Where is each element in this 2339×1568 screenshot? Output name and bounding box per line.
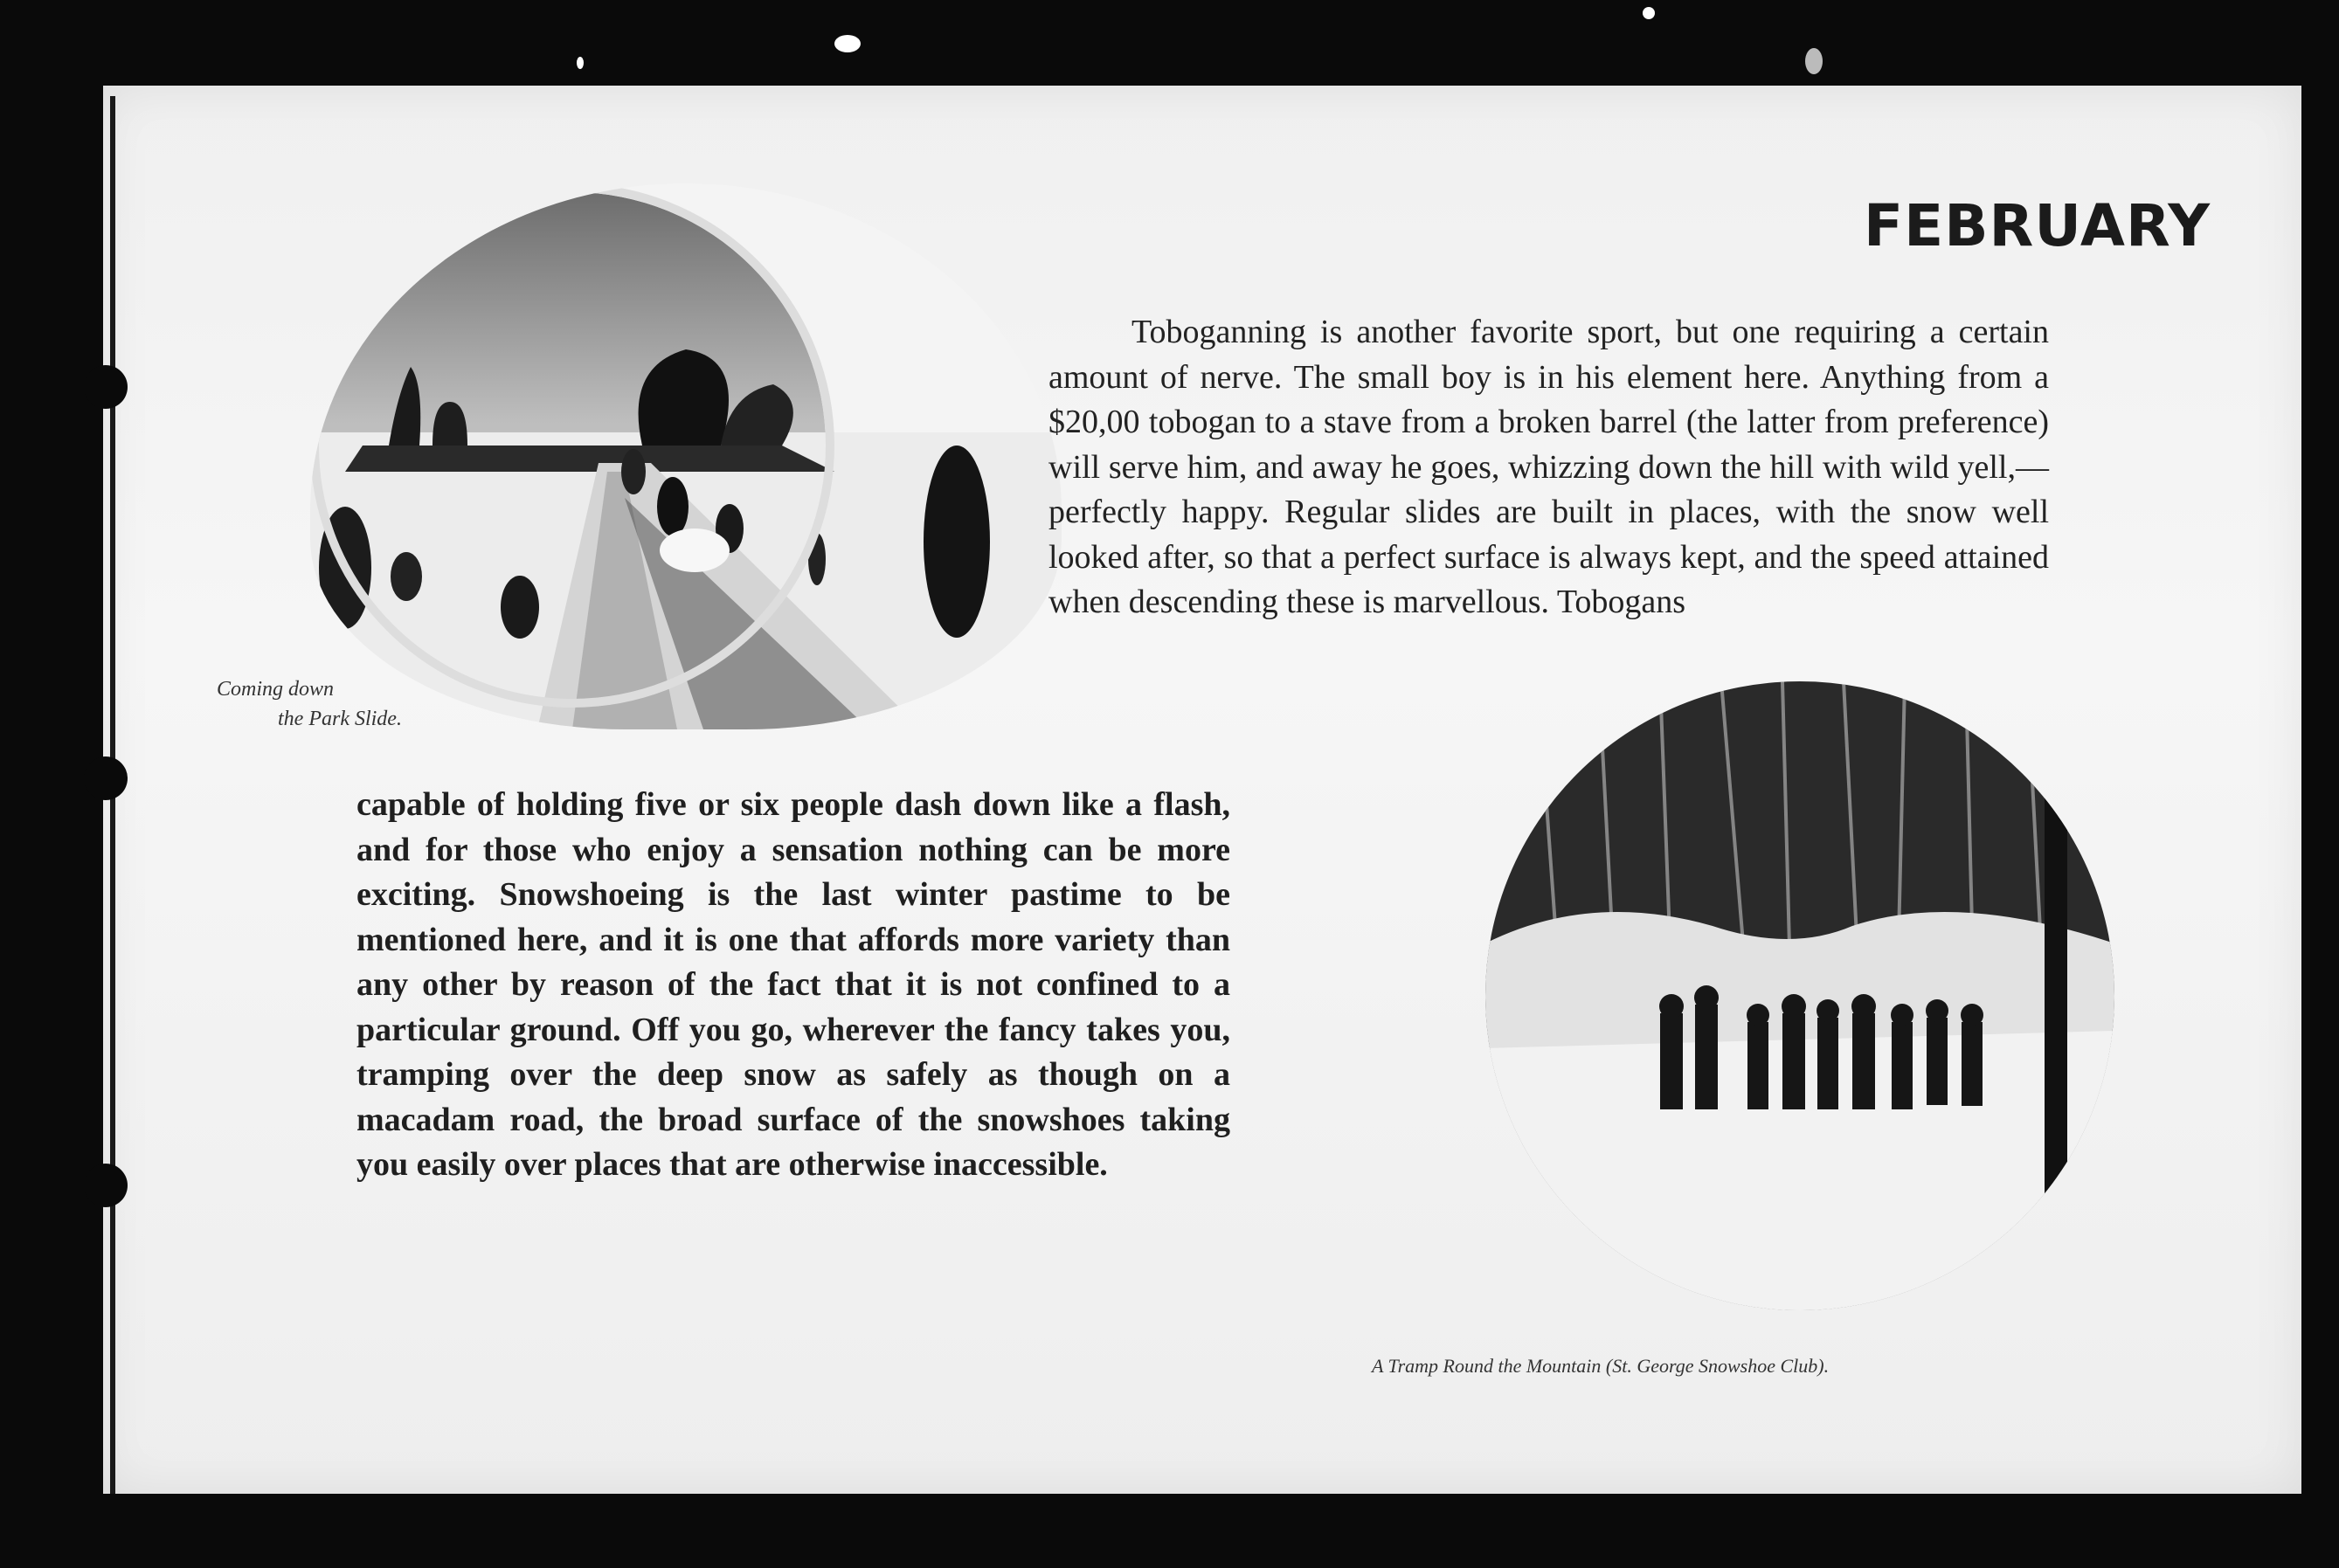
film-speck bbox=[834, 35, 861, 52]
film-speck bbox=[1643, 7, 1655, 19]
snowshoe-photograph bbox=[1485, 681, 2114, 1310]
snowshoe-photo-caption: A Tramp Round the Mountain (St. George Snowshoe Club). bbox=[1372, 1355, 1830, 1377]
paragraph-snowshoeing: capable of holding five or six people dash down like a flash, and for those who enjoy a sensation nothing can be more exciting. Snowshoeing is the last winter pastime to be mentioned here, and it is one that affords more variety than any other by reason of the fact that it is not confined to a particular ground. Off you go, wherever the fancy takes you, tramping over the deep snow as safely as though on a macadam road, the broad surface of the snowshoes taking you easily over places that are otherwise inaccessible. bbox=[356, 786, 1230, 1183]
paragraph-tobogganing bbox=[1048, 310, 2049, 625]
photo-arch-border bbox=[310, 183, 834, 708]
snowshoe-scene bbox=[1485, 681, 2114, 1310]
caption-line-2: the Park Slide. bbox=[278, 708, 402, 730]
tobogan-photo-caption bbox=[217, 674, 453, 734]
binder-hole-middle bbox=[84, 756, 128, 800]
caption-line-1: Coming down bbox=[217, 678, 335, 701]
film-speck bbox=[577, 57, 584, 69]
paragraph-tobogganing-text: Toboganning is another favorite sport, but one requiring a certain amount of nerve. The small boy is in his element here. Anything from a $20,00 tobogan to a stave from a broken barrel (the latter from preference) will serve him, and away he goes, whizzing down the hill with wild yell,—perfectly happy. Regular slides are built in places, with the snow well looked after, so that a perfect surface is always kept, and the speed attained when descending these is marvellous. Tobogans bbox=[1048, 314, 2049, 620]
page-heading: FEBRUARY bbox=[1864, 192, 2211, 259]
film-speck bbox=[1805, 48, 1823, 74]
binder-hole-bottom bbox=[84, 1164, 128, 1207]
binder-hole-top bbox=[84, 365, 128, 409]
